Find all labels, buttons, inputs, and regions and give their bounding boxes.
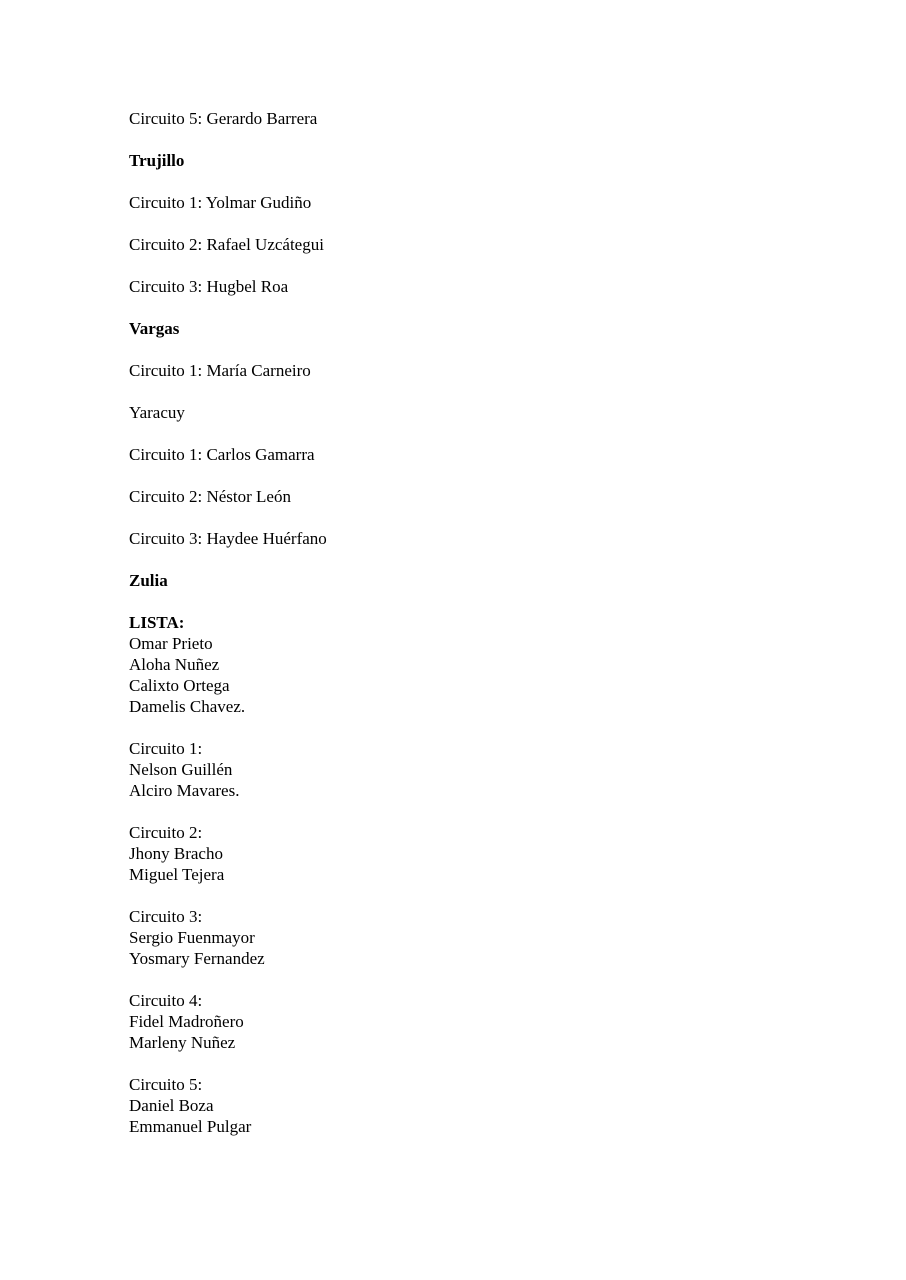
candidate-name: Emmanuel Pulgar (129, 1117, 252, 1136)
circuit-label: Circuito 3: (129, 907, 203, 926)
lista-heading: LISTA: (129, 613, 185, 632)
circuit-line: Circuito 2: Néstor León (129, 487, 291, 506)
document-page (129, 108, 829, 1158)
state-heading-vargas: Vargas (129, 319, 180, 338)
circuit-line: Circuito 3: Haydee Huérfano (129, 529, 327, 548)
candidate-name: Calixto Ortega (129, 676, 230, 695)
lista-block (129, 612, 829, 717)
candidate-name: Omar Prieto (129, 634, 213, 653)
circuit-block (129, 906, 829, 969)
state-heading-zulia: Zulia (129, 571, 168, 590)
circuit-label: Circuito 4: (129, 991, 203, 1010)
candidate-name: Damelis Chavez. (129, 697, 246, 716)
candidate-name: Nelson Guillén (129, 760, 233, 779)
circuit-line: Circuito 3: Hugbel Roa (129, 277, 289, 296)
candidate-name: Alciro Mavares. (129, 781, 240, 800)
circuit-label: Circuito 1: (129, 739, 203, 758)
circuit-block (129, 1074, 829, 1137)
candidate-name: Marleny Nuñez (129, 1033, 236, 1052)
circuit-line: Circuito 2: Rafael Uzcátegui (129, 235, 324, 254)
circuit-line: Circuito 1: María Carneiro (129, 361, 311, 380)
candidate-name: Fidel Madroñero (129, 1012, 244, 1031)
circuit-label: Circuito 2: (129, 823, 203, 842)
circuit-line: Circuito 1: Carlos Gamarra (129, 445, 315, 464)
candidate-name: Jhony Bracho (129, 844, 223, 863)
circuit-block (129, 738, 829, 801)
candidate-name: Sergio Fuenmayor (129, 928, 255, 947)
circuit-block (129, 822, 829, 885)
candidate-name: Daniel Boza (129, 1096, 214, 1115)
circuit-block (129, 990, 829, 1053)
circuit-label: Circuito 5: (129, 1075, 203, 1094)
state-heading-yaracuy: Yaracuy (129, 403, 185, 422)
candidate-name: Yosmary Fernandez (129, 949, 265, 968)
circuit-line: Circuito 1: Yolmar Gudiño (129, 193, 312, 212)
state-heading-trujillo: Trujillo (129, 151, 185, 170)
circuit-line: Circuito 5: Gerardo Barrera (129, 109, 318, 128)
candidate-name: Aloha Nuñez (129, 655, 220, 674)
candidate-name: Miguel Tejera (129, 865, 225, 884)
